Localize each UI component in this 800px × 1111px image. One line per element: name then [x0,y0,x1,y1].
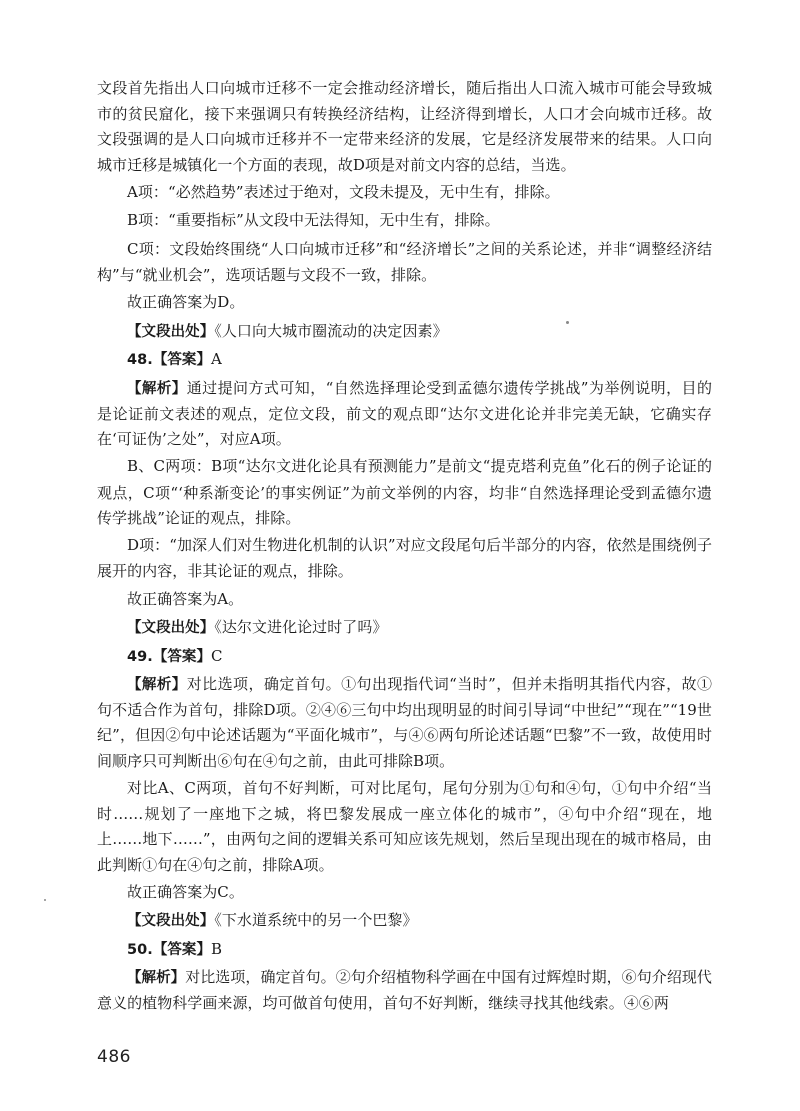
answer-value: A [211,350,222,369]
paragraph-text: 通过提问方式可知，“自然选择理论受到孟德尔遗传学挑战”为举例说明，目的是论证前文表述的观点，定位文段，前文的观点即“达尔文进化论并非完美无缺，它确实存在‘可证伪’之处”，对应A项。 [97,378,712,448]
analysis-label: 【解析】 [127,380,187,397]
paragraph-text: C项：文段始终围绕“人口向城市迁移”和“经济增长”之间的关系论述，并非“调整经济结构”与“就业机会”，选项话题与文段不一致，排除。 [97,239,712,284]
paragraph-15 [97,880,712,906]
answer-label: 50.【答案】 [127,941,212,958]
paragraph-0 [97,76,712,178]
answer-value: B [211,939,223,958]
paragraph-text: B项：“重要指标”从文段中无法得知，无中生有，排除。 [127,211,500,230]
paragraph-text: 故正确答案为C。 [127,882,244,901]
answer-value: C [211,646,223,665]
paragraph-text: 对比选项，确定首句。①句出现指代词“当时”，但并未指明其指代内容，故①句不适合作为首句，排除D项。②④⑥三句中均出现明显的时间引导词“中世纪”“现在”“19世纪”，但因②句中论述话题为“平面化城市”，与④⑥两句所论述话题“巴黎”不一致，故使用时间顺序只可判断出⑥句在④句之前，由此可排除B项。 [97,674,712,770]
paragraph-text: 故正确答案为D。 [127,293,245,312]
paragraph-text: 对比A、C两项，首句不好判断，可对比尾句，尾句分别为①句和④句，①句中介绍“当时……规划了一座地下之城，将巴黎发展成一座立体化的城市”，④句中介绍“现在，地上……地下……”，由两句之间的逻辑关系可知应该先规划，然后呈现出现在的城市格局，由此判断①句在④句之前，排除A项。 [97,778,712,874]
analysis-paragraph [97,672,712,774]
paragraph-text: 文段首先指出人口向城市迁移不一定会推动经济增长，随后指出人口流入城市可能会导致城市的贫民窟化，接下来强调只有转换经济结构，让经济得到增长，人口才会向城市迁移。故文段强调的是人口向城市迁移并不一定带来经济的发展，它是经济发展带来的结果。人口向城市迁移是城镇化一个方面的表现，故D项是对前文内容的总结，当选。 [97,79,712,174]
paragraph-text: 对比选项，确定首句。②句介绍植物科学画在中国有过辉煌时期，⑥句介绍现代意义的植物科学画来源，均可做首句使用，首句不好判断，继续寻找其他线索。④⑥两 [97,968,712,1013]
source-line [97,319,712,345]
paragraph-10 [97,587,712,613]
paragraph-9 [97,533,712,584]
source-label: 【文段出处】 [127,620,215,637]
paragraph-3 [97,237,712,288]
source-line [97,908,712,934]
page-number: 486 [97,1047,131,1067]
source-title: 《达尔文进化论过时了吗》 [214,618,388,637]
paragraph-2 [97,208,712,234]
answer-line [97,644,712,670]
source-title: 《下水道系统中的另一个巴黎》 [214,911,418,930]
source-title: 《人口向大城市圈流动的决定因素》 [214,321,448,340]
paragraph-text: A项：“必然趋势”表述过于绝对，文段未提及，无中生有，排除。 [127,183,560,201]
analysis-label: 【解析】 [127,970,186,987]
source-label: 【文段出处】 [127,913,215,930]
source-line [97,615,712,641]
answer-line [97,937,712,963]
page-body [97,76,712,1019]
paragraph-text: D项：“加深人们对生物进化机制的认识”对应文段尾句后半部分的内容，依然是围绕例子展开的内容，非其论证的观点，排除。 [97,536,712,581]
source-label: 【文段出处】 [127,323,215,340]
answer-line [97,347,712,373]
paragraph-1 [97,180,712,206]
paragraph-8 [97,454,712,531]
scan-speck [566,321,569,324]
analysis-label: 【解析】 [127,676,187,693]
paragraph-text: 故正确答案为A。 [127,589,244,608]
scan-speck [44,899,46,901]
answer-label: 48.【答案】 [127,352,212,369]
answer-label: 49.【答案】 [127,648,212,665]
analysis-paragraph [97,965,712,1016]
analysis-paragraph [97,376,712,453]
paragraph-text: B、C两项：B项“达尔文进化论具有预测能力”是前文“提克塔利克鱼”化石的例子论证的观点，C项“‘种系渐变论’的事实例证”为前文举例的内容，均非“自然选择理论受到孟德尔遗传学挑战”论证的观点，排除。 [97,457,712,527]
paragraph-14 [97,776,712,878]
paragraph-4 [97,290,712,316]
